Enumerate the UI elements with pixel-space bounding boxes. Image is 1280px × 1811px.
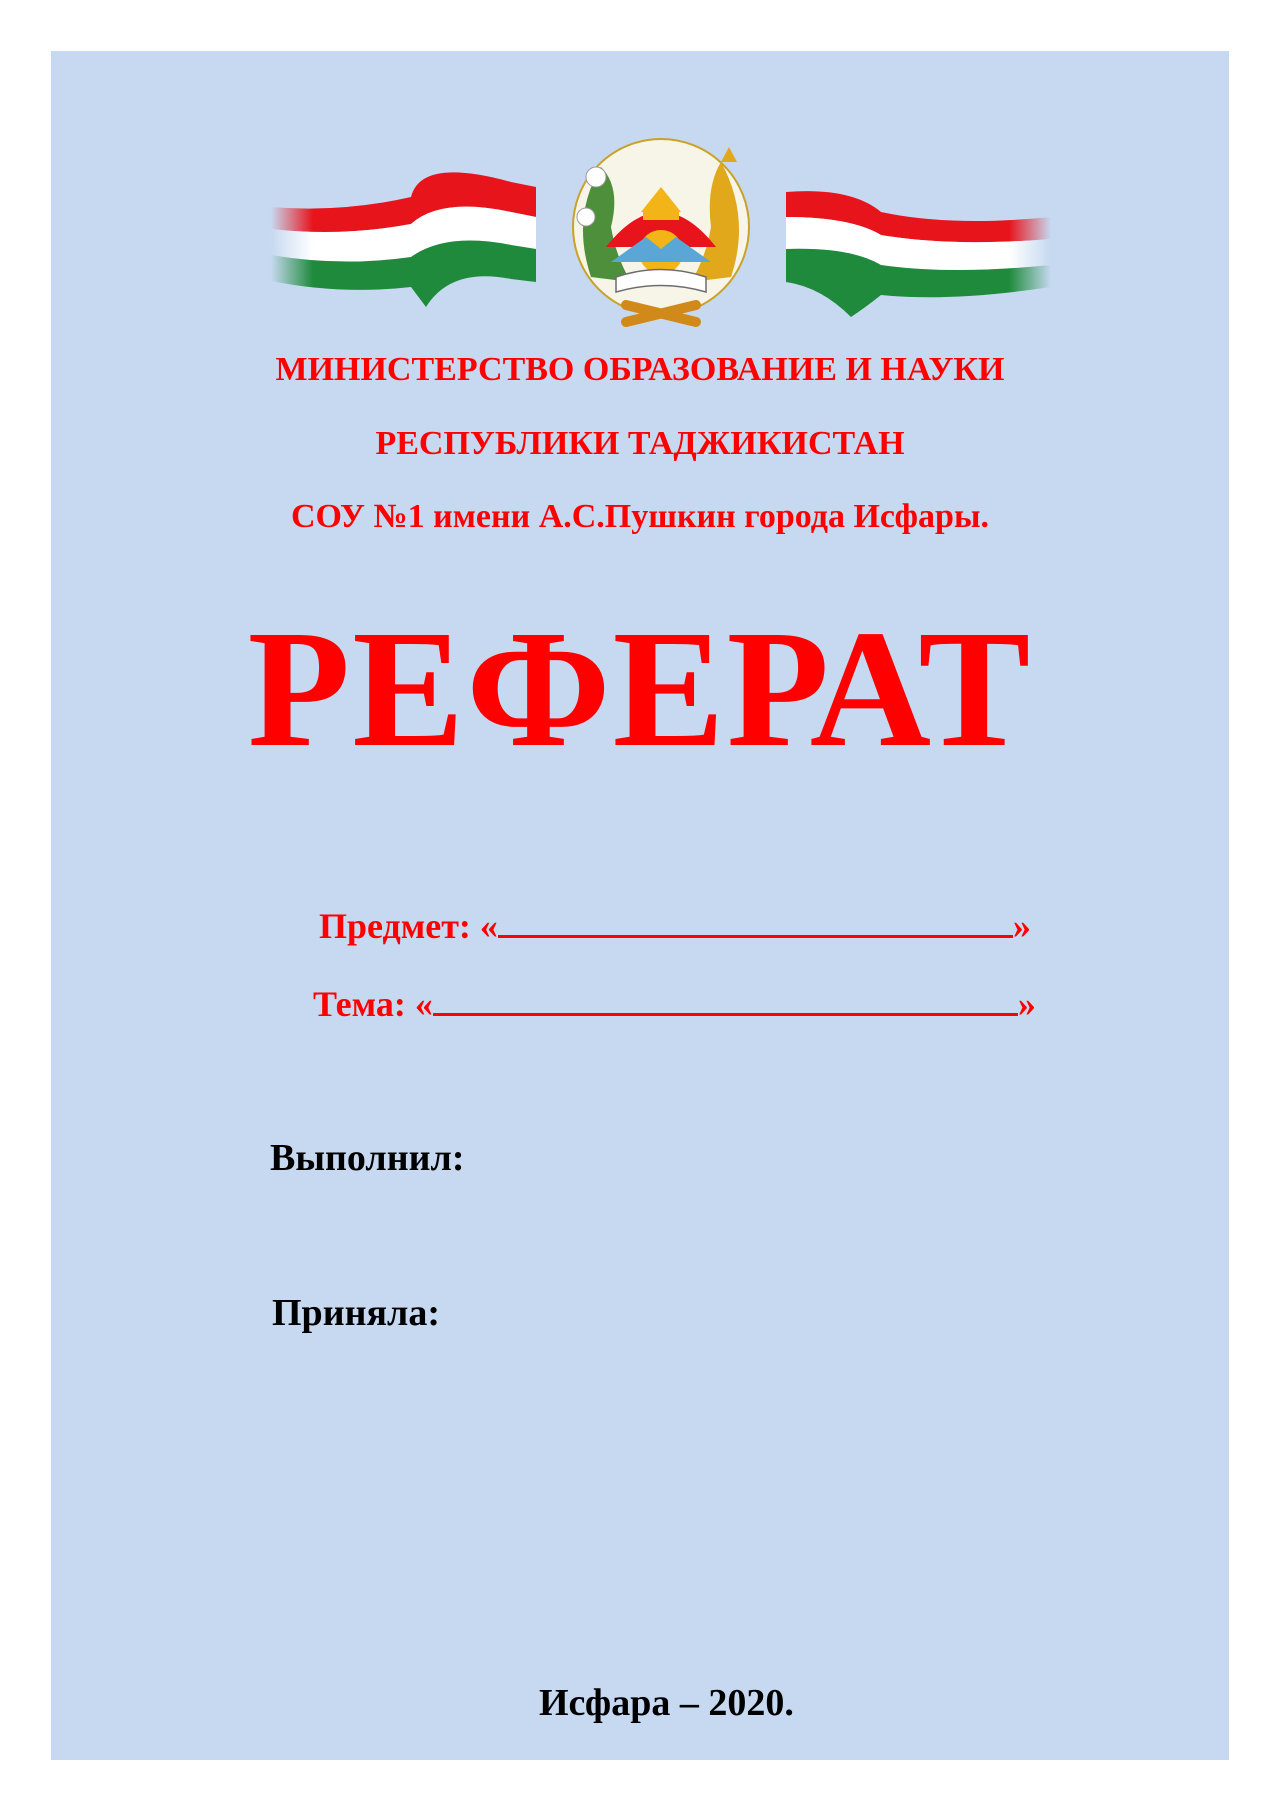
document-page	[51, 51, 1229, 1760]
subject-label: Предмет:	[319, 906, 471, 946]
ministry-line-1: МИНИСТЕРСТВО ОБРАЗОВАНИЕ И НАУКИ	[275, 351, 1005, 388]
topic-close-quote: »	[1017, 984, 1036, 1024]
ministry-line-2: РЕСПУБЛИКИ ТАДЖИКИСТАН	[375, 425, 905, 462]
flag-ribbon-emblem-icon	[251, 117, 1071, 337]
city-year-footer: Исфара – 2020.	[539, 1682, 794, 1724]
subject-close-quote: »	[1012, 906, 1031, 946]
document-title: РЕФЕРАТ	[247, 596, 1033, 782]
completed-by-label: Выполнил:	[270, 1137, 465, 1179]
subject-blank-line	[498, 901, 1013, 938]
topic-blank-line	[433, 979, 1018, 1016]
subject-open-quote: «	[479, 906, 498, 946]
school-name: СОУ №1 имени А.С.Пушкин города Исфары.	[290, 498, 990, 535]
subject-field	[319, 901, 1031, 947]
topic-label: Тема:	[313, 984, 406, 1024]
topic-open-quote: «	[414, 984, 433, 1024]
topic-field	[313, 979, 1036, 1025]
accepted-by-label: Приняла:	[272, 1292, 441, 1334]
